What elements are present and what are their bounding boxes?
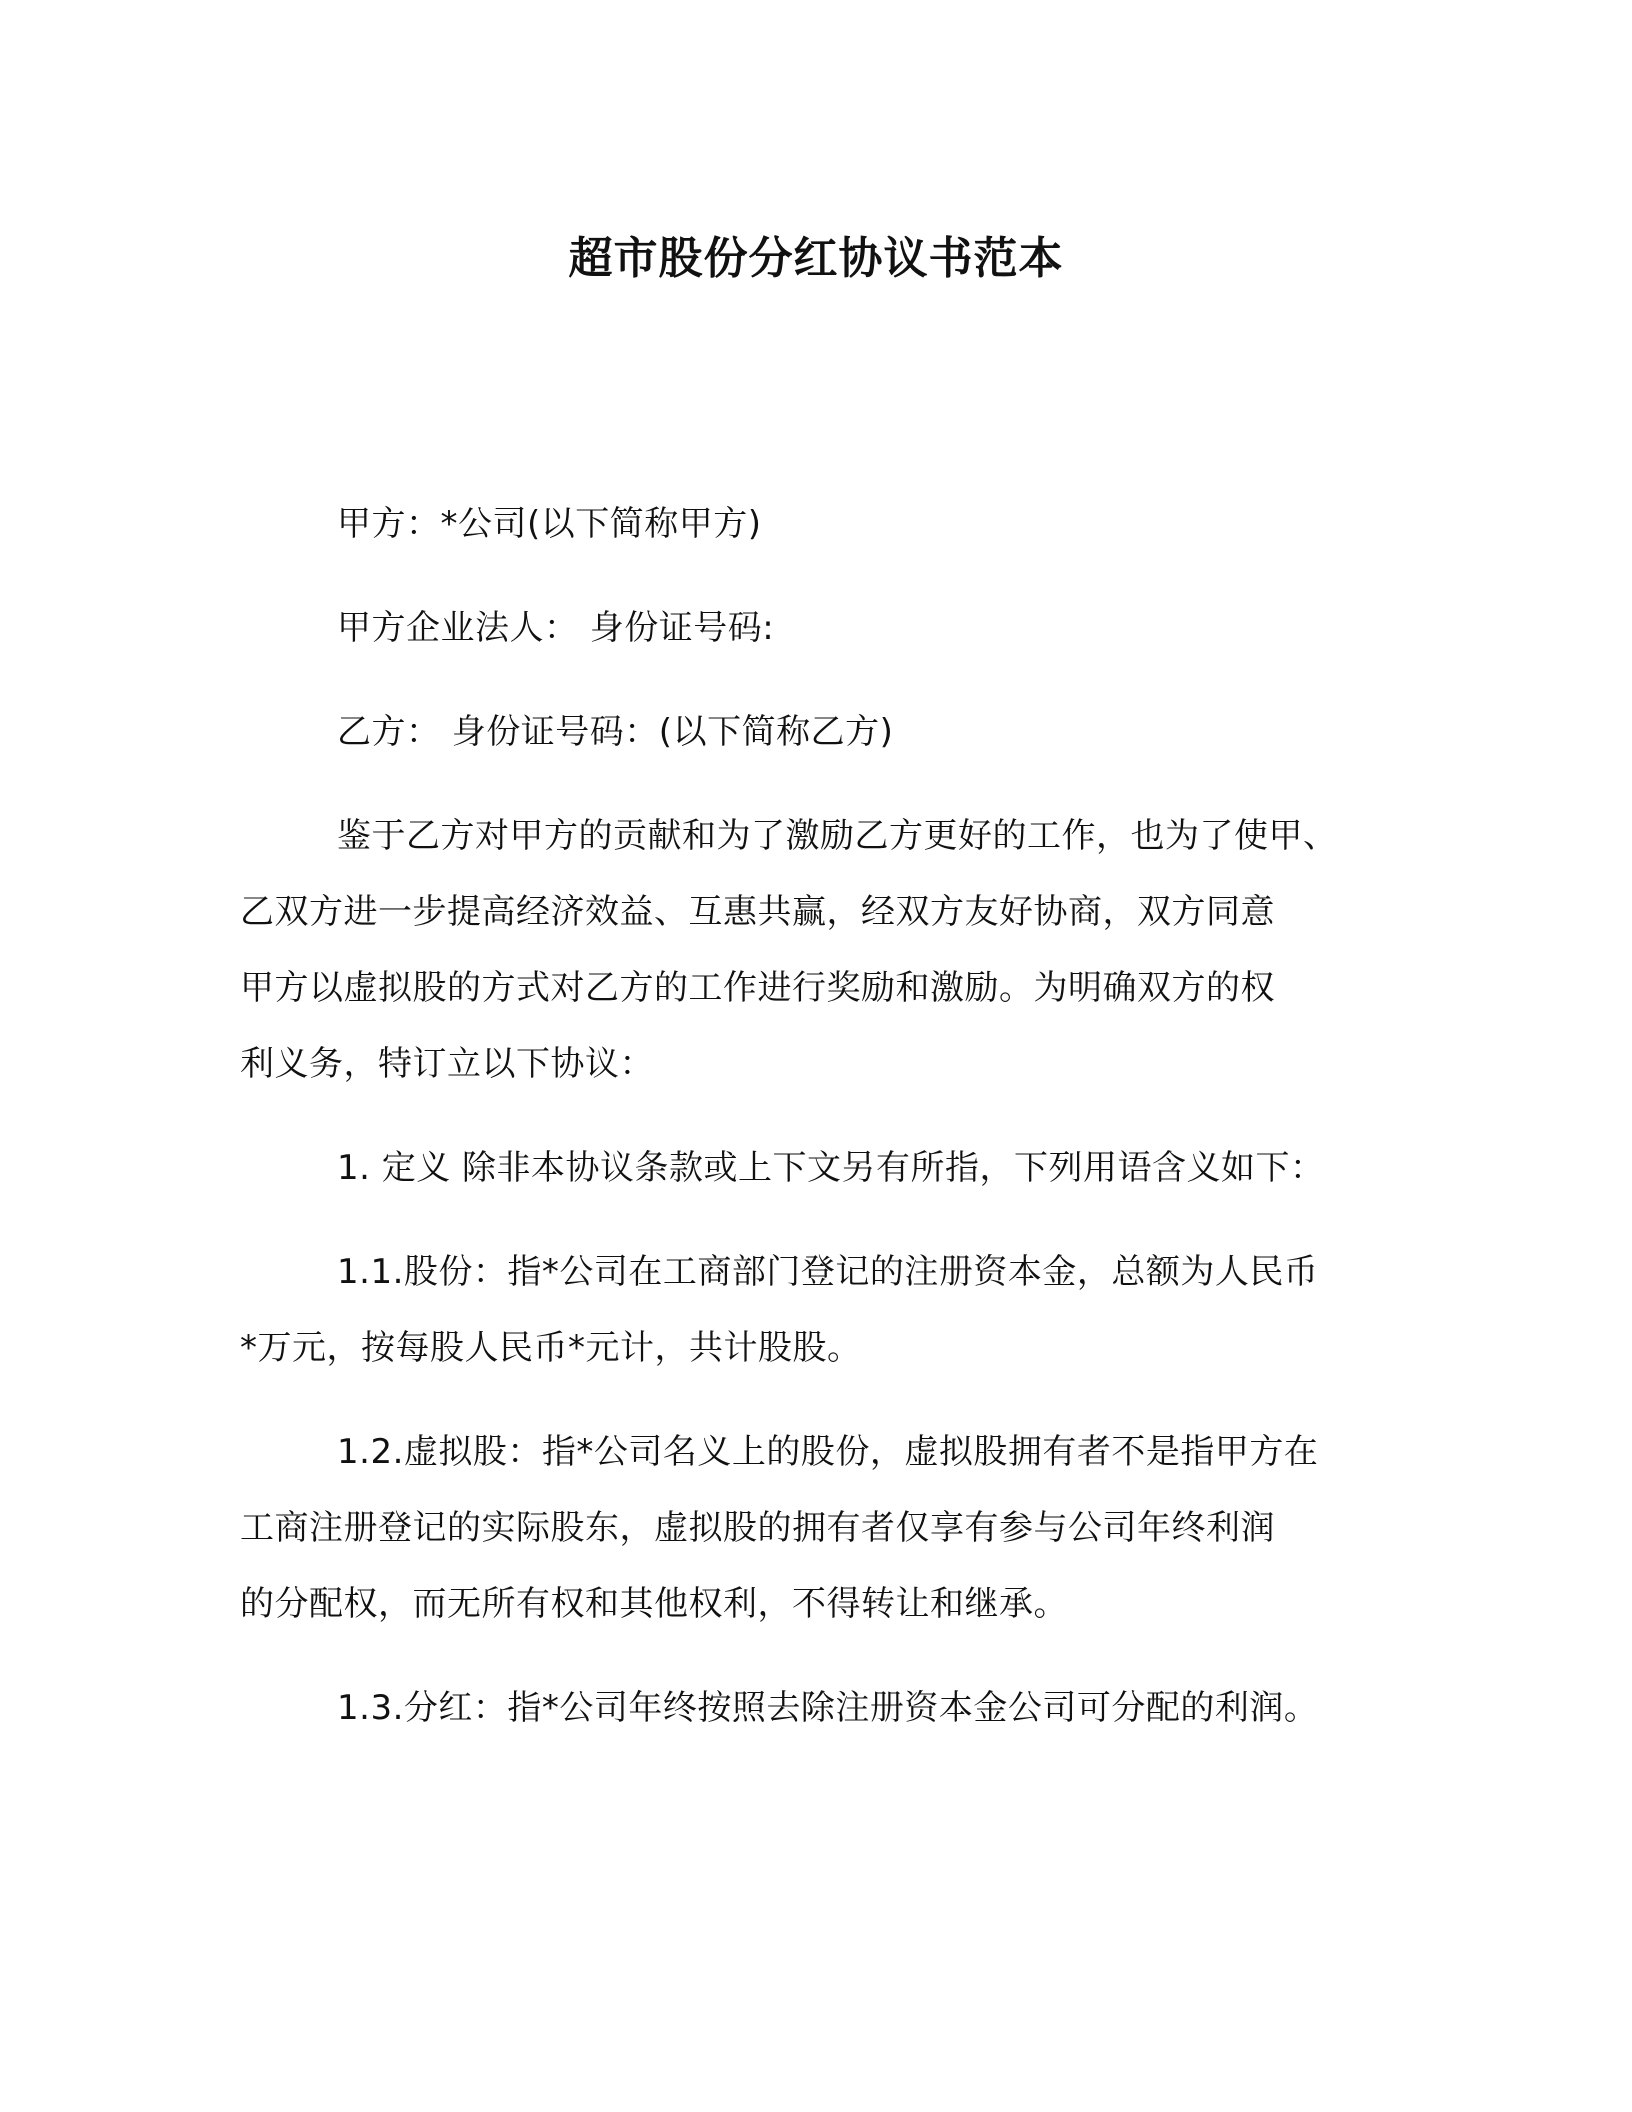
preamble-line: 乙双方进一步提高经济效益、互惠共赢，经双方友好协商，双方同意 [240,892,1275,932]
section-1-heading: 1. 定义 除非本协议条款或上下文另有所指，下列用语含义如下： [337,1148,1325,1188]
clause-1-2-line: 1.2.虚拟股：指*公司名义上的股份，虚拟股拥有者不是指甲方在 [337,1432,1319,1472]
party-b-line: 乙方： 身份证号码：(以下简称乙方) [337,712,894,752]
party-a-legal-line: 甲方企业法人： 身份证号码: [337,608,775,648]
preamble-line: 利义务，特订立以下协议： [240,1044,654,1084]
clause-1-1-line: *万元，按每股人民币*元计，共计股股。 [240,1328,862,1368]
clause-1-1-line: 1.1.股份：指*公司在工商部门登记的注册资本金，总额为人民币 [337,1252,1319,1292]
preamble-line: 鉴于乙方对甲方的贡献和为了激励乙方更好的工作，也为了使甲、 [337,816,1338,856]
clause-1-2-line: 的分配权，而无所有权和其他权利，不得转让和继承。 [240,1584,1068,1624]
preamble-line: 甲方以虚拟股的方式对乙方的工作进行奖励和激励。为明确双方的权 [240,968,1275,1008]
clause-1-3-line: 1.3.分红：指*公司年终按照去除注册资本金公司可分配的利润。 [337,1688,1319,1728]
document-title: 超市股份分红协议书范本 [568,233,1064,284]
clause-1-2-line: 工商注册登记的实际股东，虚拟股的拥有者仅享有参与公司年终利润 [240,1508,1275,1548]
party-a-line: 甲方：*公司(以下简称甲方) [337,504,762,544]
